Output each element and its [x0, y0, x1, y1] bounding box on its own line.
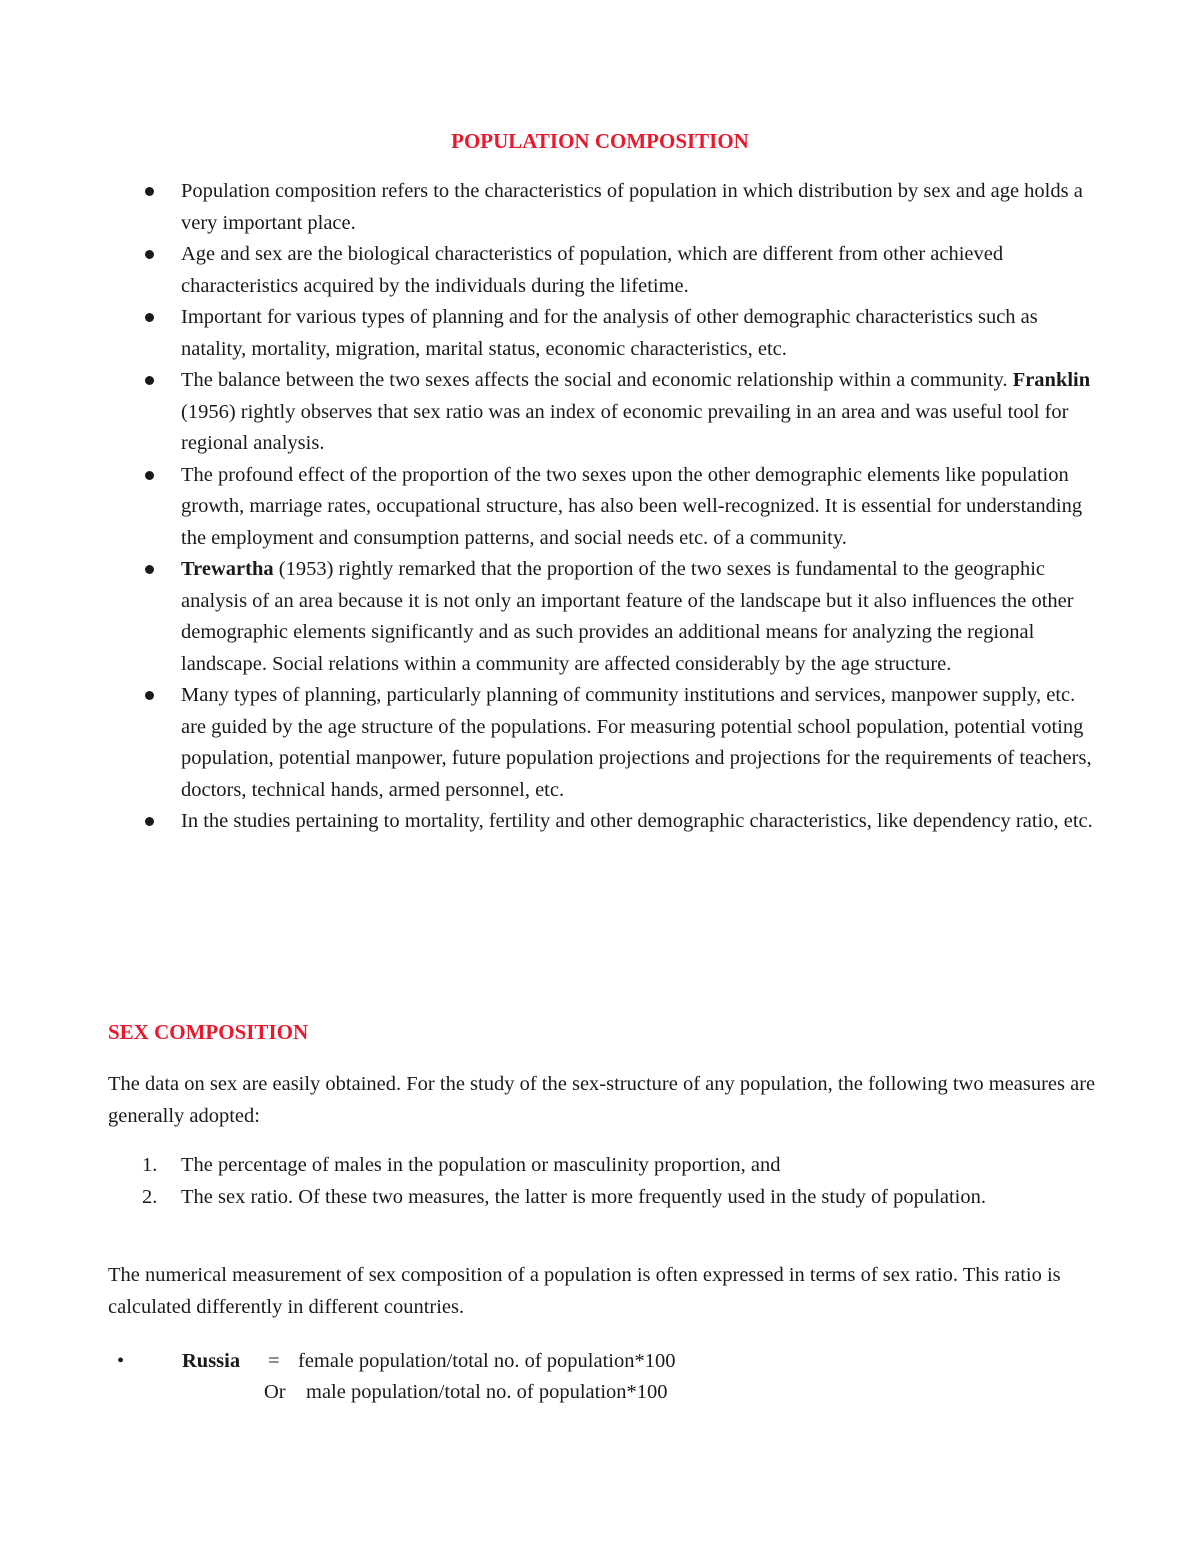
bullet-text: The profound effect of the proportion of the two sexes upon the other demographic elements like population growth, marriage rates, occupational structure, has also been well-recognized. It is essential for understanding the employment and consumption patterns, and social needs etc. of a community.: [181, 463, 1083, 549]
bullet-mark: •: [117, 1350, 125, 1372]
bullet-text: In the studies pertaining to mortality, fertility and other demographic characteristics, like dependency ratio, etc.: [181, 810, 1093, 832]
author-trewartha: Trewartha: [181, 558, 274, 580]
bullet-icon: [145, 817, 154, 826]
bullet-icon: [145, 691, 154, 700]
bullet-icon: [145, 376, 154, 385]
list-item: [181, 460, 1101, 555]
measure-text: The percentage of males in the population or masculinity proportion, and: [181, 1154, 781, 1176]
intro-paragraph: The data on sex are easily obtained. For the study of the sex-structure of any population, the following two measures are generally adopted:: [108, 1073, 1096, 1127]
list-number: 2.: [142, 1185, 158, 1208]
list-item: [142, 1150, 1081, 1182]
bullet-list: [181, 176, 1101, 838]
list-item: [181, 554, 1101, 680]
list-item: [142, 1182, 1081, 1214]
measures-list: [142, 1150, 1081, 1213]
equals-sign: =: [268, 1350, 280, 1372]
bullet-text-after: (1956) rightly observes that sex ratio was an index of economic prevailing in an area and was useful tool for regional analysis.: [181, 400, 1069, 454]
bullet-text: Many types of planning, particularly planning of community institutions and services, manpower supply, etc. are guided by the age structure of the populations. For measuring potential school population, potential voting population, potential manpower, future population projections and projections for the requirements of teachers, doctors, technical hands, armed personnel, etc.: [181, 684, 1092, 801]
list-item: [181, 680, 1101, 806]
author-franklin: Franklin: [1012, 369, 1091, 391]
bullet-icon: [145, 565, 154, 574]
list-number: 1.: [142, 1154, 158, 1176]
or-label: Or: [264, 1381, 286, 1403]
list-item: [181, 302, 1101, 365]
list-item: [181, 239, 1101, 302]
bullet-text: Population composition refers to the characteristics of population in which distribution by sex and age holds a very important place.: [181, 180, 1083, 234]
page-title: POPULATION COMPOSITION: [451, 129, 749, 153]
section-heading: SEX COMPOSITION: [108, 1020, 309, 1044]
bullet-text: Important for various types of planning and for the analysis of other demographic characteristics such as natality, mortality, migration, marital status, economic characteristics, etc.: [181, 306, 1038, 360]
list-item: [181, 806, 1101, 838]
measurement-paragraph: The numerical measurement of sex composition of a population is often expressed in terms of sex ratio. This ratio is calculated differently in different countries.: [108, 1264, 1061, 1318]
bullet-text-after: (1953) rightly remarked that the proportion of the two sexes is fundamental to the geographic analysis of an area because it is not only an important feature of the landscape but it also influences the other demographic elements significantly and as such provides an additional means for analyzing the regional landscape. Social relations within a community are affected considerably by the age structure.: [181, 558, 1074, 675]
list-item: [181, 365, 1101, 460]
formula-block: [108, 1346, 1008, 1408]
bullet-icon: [145, 187, 154, 196]
bullet-text-before: The balance between the two sexes affects the social and economic relationship within a community.: [181, 369, 1013, 391]
bullet-icon: [145, 250, 154, 259]
bullet-icon: [145, 313, 154, 322]
bullet-icon: [145, 471, 154, 480]
formula-row: [108, 1377, 1008, 1408]
list-item: [181, 176, 1101, 239]
formula-expression-male: male population/total no. of population*100: [306, 1381, 668, 1403]
formula-row: [108, 1346, 1008, 1377]
measure-text: The sex ratio. Of these two measures, the latter is more frequently used in the study of population.: [181, 1185, 986, 1208]
country-name: Russia: [182, 1350, 241, 1372]
formula-expression-female: female population/total no. of population*100: [298, 1350, 676, 1372]
bullet-text: Age and sex are the biological characteristics of population, which are different from other achieved characteristics acquired by the individuals during the lifetime.: [181, 243, 1004, 297]
